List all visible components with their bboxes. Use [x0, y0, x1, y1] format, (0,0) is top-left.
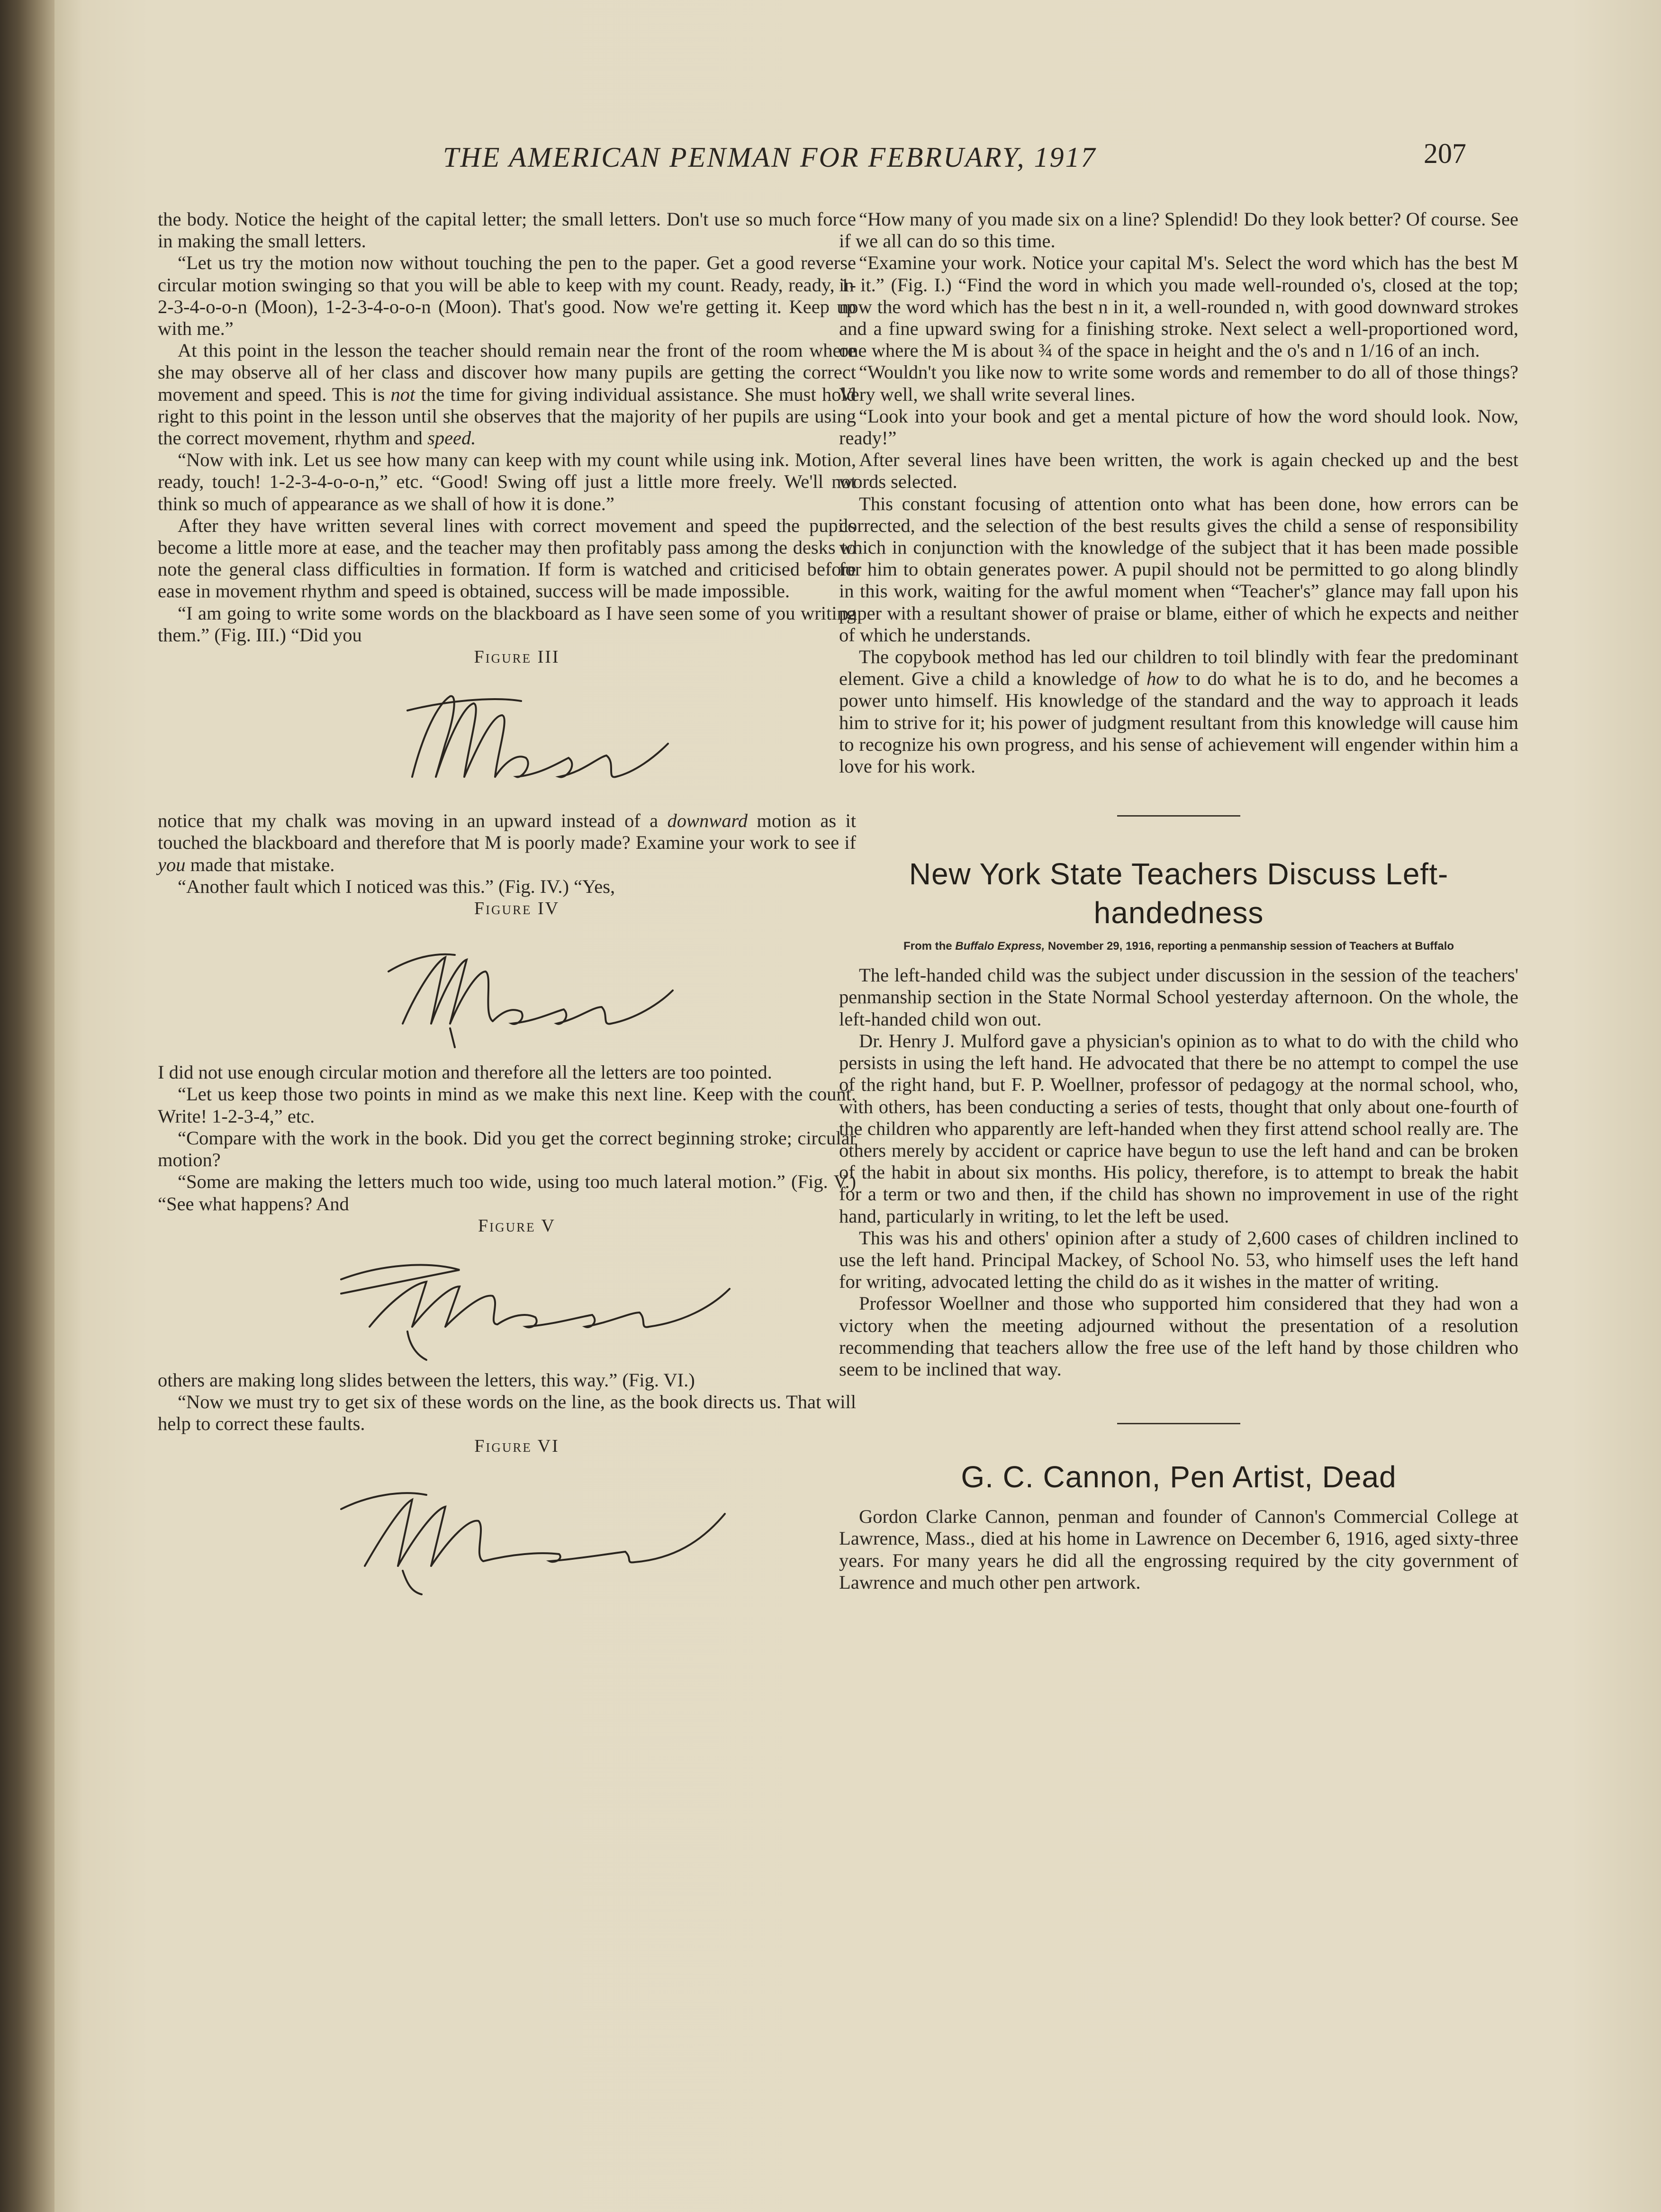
paragraph: Gordon Clarke Cannon, penman and founder of Cannon's Commercial College at Lawrence, Mass., died at his home in Lawrence on December 6, 1916, aged sixty-three years. For many years he did all the engrossing required by the city government of Lawrence and much other pen artwork.: [839, 1506, 1518, 1593]
paragraph: “Another fault which I noticed was this.” (Fig. IV.) “Yes,: [178, 875, 615, 897]
text-run: At this point in the lesson the teacher should remain near the front of the room where she may observe all of her class and discover how many pupils are getting the correct movement and speed. This is: [158, 340, 856, 405]
figure-6: [158, 1435, 856, 1599]
paragraph: This was his and others' opinion after a study of 2,600 cases of children inclined to use the left hand. Principal Mackey, of School No. 53, who himself uses the left hand for writing, advocated letting the child do as it wishes in the matter of writing.: [839, 1227, 1518, 1293]
magazine-page: [54, 0, 1661, 2212]
left-column: [158, 208, 856, 1599]
text-run: the time for giving individual assistance. She must hold right to this point in the lesson until she observes that the majority of her pupils are using the correct movement, rhythm and: [158, 383, 856, 449]
text-run: The copybook method has led our children to toil blindly with fear the predominant element. Give a child a knowledge of: [839, 646, 1518, 690]
paragraph: “Compare with the work in the book. Did you get the correct beginning stroke; circular motion?: [158, 1127, 856, 1171]
paragraph: [158, 810, 856, 876]
figure-caption: Figure III: [474, 647, 560, 667]
article-headline: G. C. Cannon, Pen Artist, Dead: [961, 1460, 1397, 1494]
publication-name: Buffalo Express,: [955, 940, 1045, 953]
paragraph: “I am going to write some words on the blackboard as I have seen some of you writing them.” (Fig. III.) “Did you: [158, 602, 856, 646]
emphasis: how: [1146, 668, 1179, 690]
handwriting-moon-fig6: [246, 1457, 767, 1599]
paragraph: Dr. Henry J. Mulford gave a physician's opinion as to what to do with the child who persists in using the left hand. He advocated that there be no attempt to compel the use of the right hand, but F. P. Woellner, professor of pedagogy at the normal school, who, with others, has been conducting a series of tests, thought that only about one-fourth of the children who apparently are left-handed when they first attend school really are. The others merely by accident or caprice have begun to use the left hand and can be broken of the habit in about six months. His policy, therefore, is to attempt to break the habit for a term or two and then, if the child has shown no improvement in use of the right hand, particularly in writing, to let the left be used.: [839, 1030, 1518, 1227]
figure-caption: Figure IV: [474, 899, 560, 919]
text-run: to do what he is to do, and he becomes a power unto himself. His knowledge of the standard and the way to approach it leads him to strive for it; his power of judgment resultant from this knowledge will cause him to recognize his own progress, and his sense of achievement will engender within him a love for his work.: [839, 668, 1518, 777]
section-divider: [1117, 815, 1240, 817]
paragraph: [158, 340, 856, 449]
paragraph: others are making long slides between the letters, this way.” (Fig. VI.): [158, 1369, 695, 1391]
handwriting-moon-fig4: [294, 919, 720, 1061]
text-run: November 29, 1916, reporting a penmanship session of Teachers at Buffalo: [1045, 940, 1454, 953]
paragraph: “Now with ink. Let us see how many can keep with my count while using ink. Motion, ready, touch! 1-2-3-4-o-o-n,” etc. “Good! Swing off just a little more freely. We'll not think so much of appearance as we shall of how it is done.”: [158, 449, 856, 514]
article-source: [839, 940, 1518, 953]
paragraph: “Wouldn't you like now to write some words and remember to do all of those things? Very well, we shall write several lines.: [839, 361, 1518, 405]
paragraph: “How many of you made six on a line? Splendid! Do they look better? Of course. See if we all can do so this time.: [839, 208, 1518, 252]
figure-caption: Figure V: [478, 1215, 556, 1236]
paragraph: “Let us try the motion now without touching the pen to the paper. Get a good reverse circular motion swinging so that you will be able to keep with my count. Ready, ready, 1-2-3-4-o-o-n (Moon), 1-2-3-4-o-o-n (Moon). That's good. Now we're getting it. Keep up with me.”: [158, 252, 856, 340]
paragraph: After several lines have been written, the work is again checked up and the best words selected.: [839, 449, 1518, 493]
handwriting-moon-fig5: [246, 1237, 767, 1369]
paragraph: Professor Woellner and those who supported him considered that they had won a victory when the meeting adjourned without the presentation of a resolution recommending that teachers allow the free use of the left hand by those children who seem to be inclined that way.: [839, 1293, 1518, 1380]
page-number: 207: [1424, 138, 1466, 169]
paragraph: the body. Notice the height of the capital letter; the small letters. Don't use so much force in making the small letters.: [158, 208, 856, 252]
paragraph: [839, 646, 1518, 777]
paragraph: After they have written several lines with correct movement and speed the pupils become a little more at ease, and the teacher may then profitably pass among the desks to note the general class difficulties in formation. If form is watched and criticised before ease in movement rhythm and speed is obtained, success will be made impossible.: [158, 514, 856, 602]
scan-binding-edge: [0, 0, 54, 2212]
emphasis: downward: [667, 810, 748, 832]
paragraph: “Examine your work. Notice your capital M's. Select the word which has the best M in it.” (Fig. I.) “Find the word in which you made well-rounded o's, closed at the top; now the word which has the best n in it, a well-rounded n, with good downward strokes and a fine upward swing for a finishing stroke. Next select a well-proportioned word, one where the M is about ¾ of the space in height and the o's and n 1/16 of an inch.: [839, 252, 1518, 361]
section-divider: [1117, 1423, 1240, 1424]
paragraph: This constant focusing of attention onto what has been done, how errors can be corrected, and the selection of the best results gives the child a sense of responsibility which in conjunction with the knowledge of the subject that it has been made possible for him to obtain generates power. A pupil should not be permitted to go along blindly in this work, waiting for the awful moment when “Teacher's” glance may fall upon his paper with a resultant shower of praise or blame, either of which he expects and neither of which he understands.: [839, 493, 1518, 646]
text-run: motion as it touched the blackboard and therefore that M is poorly made? Examine your work to see if: [158, 810, 857, 854]
article-headline: New York State Teachers Discuss Left-handedness: [909, 857, 1449, 930]
text-run: From the: [903, 940, 956, 953]
emphasis: not: [390, 383, 415, 405]
paragraph: The left-handed child was the subject under discussion in the session of the teachers' penmanship section in the State Normal School yesterday afternoon. On the whole, the left-handed child won out.: [839, 964, 1518, 1030]
right-column: [839, 208, 1518, 1593]
emphasis: speed.: [427, 427, 476, 449]
figure-4: [158, 898, 856, 1061]
emphasis: you: [158, 854, 186, 875]
text-run: made that mistake.: [185, 854, 335, 875]
running-title: THE AMERICAN PENMAN FOR FEBRUARY, 1917: [443, 142, 1097, 173]
figure-caption: Figure VI: [474, 1436, 560, 1456]
paragraph: “Some are making the letters much too wide, using too much lateral motion.” (Fig. V.) “See what happens? And: [158, 1171, 856, 1214]
handwriting-moon-fig3: [294, 668, 720, 810]
figure-3: [158, 646, 856, 810]
paragraph: I did not use enough circular motion and therefore all the letters are too pointed.: [158, 1061, 772, 1083]
figure-5: [158, 1215, 856, 1369]
paragraph: “Now we must try to get six of these words on the line, as the book directs us. That will help to correct these faults.: [158, 1391, 856, 1435]
paragraph: “Look into your book and get a mental picture of how the word should look. Now, ready!”: [839, 405, 1518, 449]
paragraph: “Let us keep those two points in mind as we make this next line. Keep with the count. Write! 1-2-3-4,” etc.: [158, 1083, 856, 1127]
text-run: notice that my chalk was moving in an upward instead of a: [158, 810, 668, 832]
